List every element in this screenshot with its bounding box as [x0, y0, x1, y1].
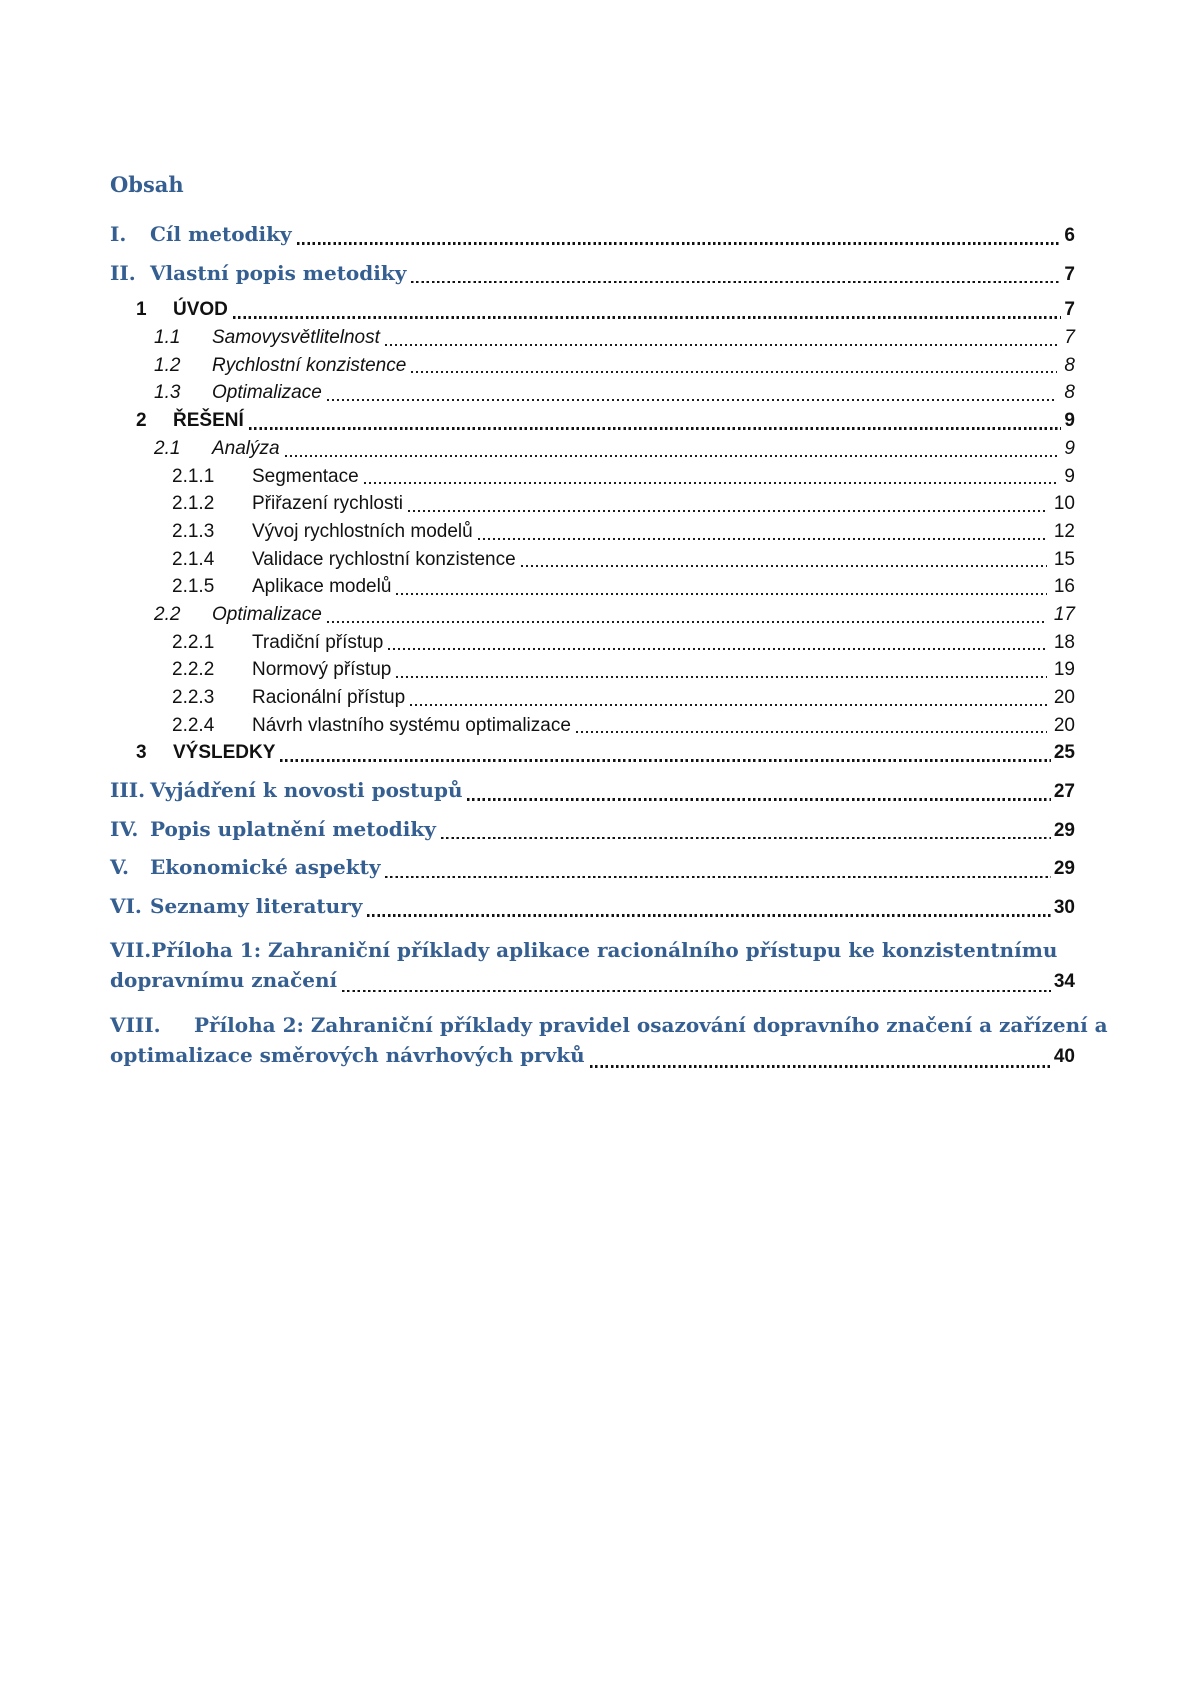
- dot-leader: [385, 876, 1050, 879]
- toc-entry-title: Segmentace: [252, 465, 359, 487]
- toc-entry-page: 15: [1053, 548, 1075, 570]
- toc-entry-number: III.: [110, 778, 146, 803]
- toc-entry-line2: [110, 1040, 1075, 1072]
- toc-entry[interactable]: [110, 354, 1075, 379]
- toc-entry[interactable]: [110, 520, 1075, 545]
- table-of-contents: [110, 221, 1108, 1072]
- toc-entry[interactable]: [110, 548, 1075, 573]
- toc-entry[interactable]: [110, 816, 1075, 844]
- toc-entry[interactable]: [110, 575, 1075, 600]
- dot-leader: [441, 837, 1051, 840]
- toc-entry[interactable]: [110, 492, 1075, 517]
- toc-entry[interactable]: [110, 893, 1075, 921]
- toc-entry-page: 7: [1064, 263, 1075, 285]
- toc-entry-page: 7: [1064, 299, 1075, 321]
- toc-entry-page: 25: [1053, 742, 1075, 764]
- toc-entry[interactable]: [110, 631, 1075, 656]
- toc-entry-title: Normový přístup: [252, 659, 392, 681]
- toc-entry-line1: [110, 1010, 1108, 1040]
- toc-entry-page: 9: [1064, 437, 1075, 459]
- toc-entry-page: 7: [1064, 327, 1075, 349]
- dot-leader: [364, 482, 1058, 484]
- toc-entry-title: Ekonomické aspekty: [150, 855, 381, 880]
- toc-entry-page: 17: [1053, 603, 1075, 625]
- dot-leader: [467, 798, 1050, 801]
- toc-entry-number: 2: [136, 410, 147, 432]
- toc-entry-number: 1.3: [154, 382, 181, 404]
- toc-entry[interactable]: [110, 686, 1075, 711]
- toc-entry[interactable]: [110, 298, 1075, 323]
- toc-entry-page: 8: [1064, 382, 1075, 404]
- toc-entry-number: V.: [110, 855, 129, 880]
- toc-entry-title: Racionální přístup: [252, 687, 406, 708]
- toc-entry-number: 2.1.4: [172, 548, 215, 570]
- toc-entry-number: 2.2.4: [172, 714, 215, 736]
- toc-entry[interactable]: [110, 603, 1075, 628]
- toc-title: Obsah: [110, 172, 184, 197]
- toc-entry-page: 10: [1053, 493, 1075, 515]
- dot-leader: [327, 399, 1058, 401]
- toc-entry[interactable]: [110, 777, 1075, 805]
- toc-entry-title: Vlastní popis metodiky: [150, 260, 407, 285]
- toc-entry[interactable]: [110, 658, 1075, 683]
- dot-leader: [233, 316, 1062, 319]
- toc-entry[interactable]: [110, 465, 1075, 490]
- toc-entry-number: 2.1.5: [172, 576, 215, 598]
- dot-leader: [408, 510, 1047, 512]
- toc-entry[interactable]: [110, 935, 1075, 997]
- toc-entry-number: I.: [110, 222, 127, 246]
- toc-entry-page: 20: [1053, 687, 1075, 708]
- dot-leader: [411, 281, 1061, 284]
- toc-entry-title: Tradiční přístup: [252, 631, 384, 653]
- toc-entry-title: Vývoj rychlostních modelů: [252, 520, 473, 542]
- toc-entry-page: 40: [1053, 1046, 1075, 1068]
- toc-entry-page: 34: [1053, 970, 1075, 992]
- toc-entry-page: 29: [1053, 858, 1075, 880]
- toc-entry-number: 1.1: [154, 327, 181, 349]
- dot-leader: [410, 704, 1047, 706]
- toc-entry-number: 2.2.2: [172, 659, 215, 681]
- toc-entry[interactable]: [110, 437, 1075, 462]
- toc-entry-number: 2.2.3: [172, 687, 215, 708]
- dot-leader: [411, 371, 1057, 373]
- toc-entry-line1: [110, 935, 1075, 965]
- toc-entry-number: 2.1: [154, 437, 181, 459]
- dot-leader: [285, 455, 1058, 457]
- toc-entry-page: 20: [1053, 714, 1075, 736]
- dot-leader: [521, 565, 1047, 567]
- toc-entry-page: 29: [1053, 819, 1075, 841]
- toc-entry-page: 6: [1064, 225, 1075, 246]
- dot-leader: [342, 990, 1051, 993]
- toc-entry-title: Aplikace modelů: [252, 576, 392, 598]
- toc-entry-number: VII.: [110, 937, 152, 962]
- toc-entry-title: Rychlostní konzistence: [212, 354, 407, 376]
- toc-entry-number: 2.1.1: [172, 465, 215, 487]
- toc-entry-title-continued: optimalizace směrových návrhových prvků: [110, 1043, 585, 1068]
- toc-entry-page: 12: [1053, 520, 1075, 542]
- toc-entry-title: Optimalizace: [212, 603, 322, 625]
- dot-leader: [280, 759, 1050, 762]
- toc-entry-page: 18: [1053, 631, 1075, 653]
- toc-entry-number: 2.2.1: [172, 631, 215, 653]
- toc-entry-title: Analýza: [212, 437, 280, 459]
- toc-entry-number: 3: [136, 742, 147, 764]
- toc-entry-number: VIII.: [110, 1013, 161, 1038]
- toc-entry-title: Návrh vlastního systému optimalizace: [252, 714, 571, 736]
- dot-leader: [385, 344, 1058, 346]
- toc-entry[interactable]: [110, 381, 1075, 406]
- dot-leader: [297, 242, 1062, 245]
- toc-entry-page: 30: [1053, 897, 1075, 919]
- toc-entry[interactable]: [110, 1010, 1108, 1072]
- toc-entry-title: Samovysvětlitelnost: [212, 327, 380, 349]
- toc-entry-title: Vyjádření k novosti postupů: [150, 778, 463, 803]
- toc-entry-number: 2.1.2: [172, 493, 215, 515]
- toc-entry-number: 1: [136, 299, 147, 321]
- toc-entry-title: Příloha 2: Zahraniční příklady pravidel osazování dopravního značení a zařízení a: [194, 1013, 1108, 1038]
- toc-entry-number: II.: [110, 260, 136, 285]
- toc-entry-title: Přiřazení rychlosti: [252, 493, 403, 515]
- toc-entry-page: 27: [1053, 781, 1075, 803]
- toc-entry[interactable]: [110, 854, 1075, 882]
- toc-entry-page: 9: [1064, 410, 1075, 432]
- toc-entry-title: VÝSLEDKY: [173, 742, 276, 764]
- dot-leader: [590, 1065, 1051, 1068]
- dot-leader: [478, 538, 1047, 540]
- toc-entry-title: Cíl metodiky: [150, 222, 292, 246]
- toc-entry-page: 8: [1064, 354, 1075, 376]
- toc-entry-title-continued: dopravnímu značení: [110, 967, 338, 992]
- toc-entry-title: ÚVOD: [173, 299, 228, 321]
- toc-entry-title: Seznamy literatury: [150, 894, 363, 919]
- toc-entry-title: Validace rychlostní konzistence: [252, 548, 516, 570]
- toc-entry[interactable]: [110, 409, 1075, 434]
- dot-leader: [396, 676, 1046, 678]
- toc-entry[interactable]: [110, 260, 1075, 288]
- toc-entry-title: Optimalizace: [212, 382, 322, 404]
- dot-leader: [249, 427, 1062, 430]
- toc-entry[interactable]: [110, 714, 1075, 739]
- toc-entry-page: 9: [1064, 465, 1075, 487]
- toc-entry[interactable]: [110, 221, 1075, 249]
- toc-entry-title: ŘEŠENÍ: [173, 410, 244, 432]
- dot-leader: [396, 593, 1046, 595]
- toc-entry[interactable]: [110, 326, 1075, 351]
- toc-entry[interactable]: [110, 741, 1075, 766]
- toc-entry-number: 2.1.3: [172, 520, 215, 542]
- toc-content: [110, 172, 1108, 1086]
- toc-entry-number: 1.2: [154, 354, 181, 376]
- toc-entry-number: 2.2: [154, 603, 181, 625]
- toc-entry-page: 16: [1053, 576, 1075, 598]
- dot-leader: [576, 731, 1047, 733]
- toc-entry-title: Popis uplatnění metodiky: [150, 816, 436, 841]
- toc-entry-line2: [110, 965, 1075, 997]
- toc-entry-number: VI.: [110, 894, 142, 919]
- dot-leader: [367, 914, 1050, 917]
- dot-leader: [327, 621, 1047, 623]
- dot-leader: [388, 648, 1047, 650]
- toc-entry-page: 19: [1053, 659, 1075, 681]
- toc-entry-number: IV.: [110, 816, 139, 841]
- toc-entry-title: Příloha 1: Zahraniční příklady aplikace racionálního přístupu ke konzistentnímu: [151, 937, 1058, 962]
